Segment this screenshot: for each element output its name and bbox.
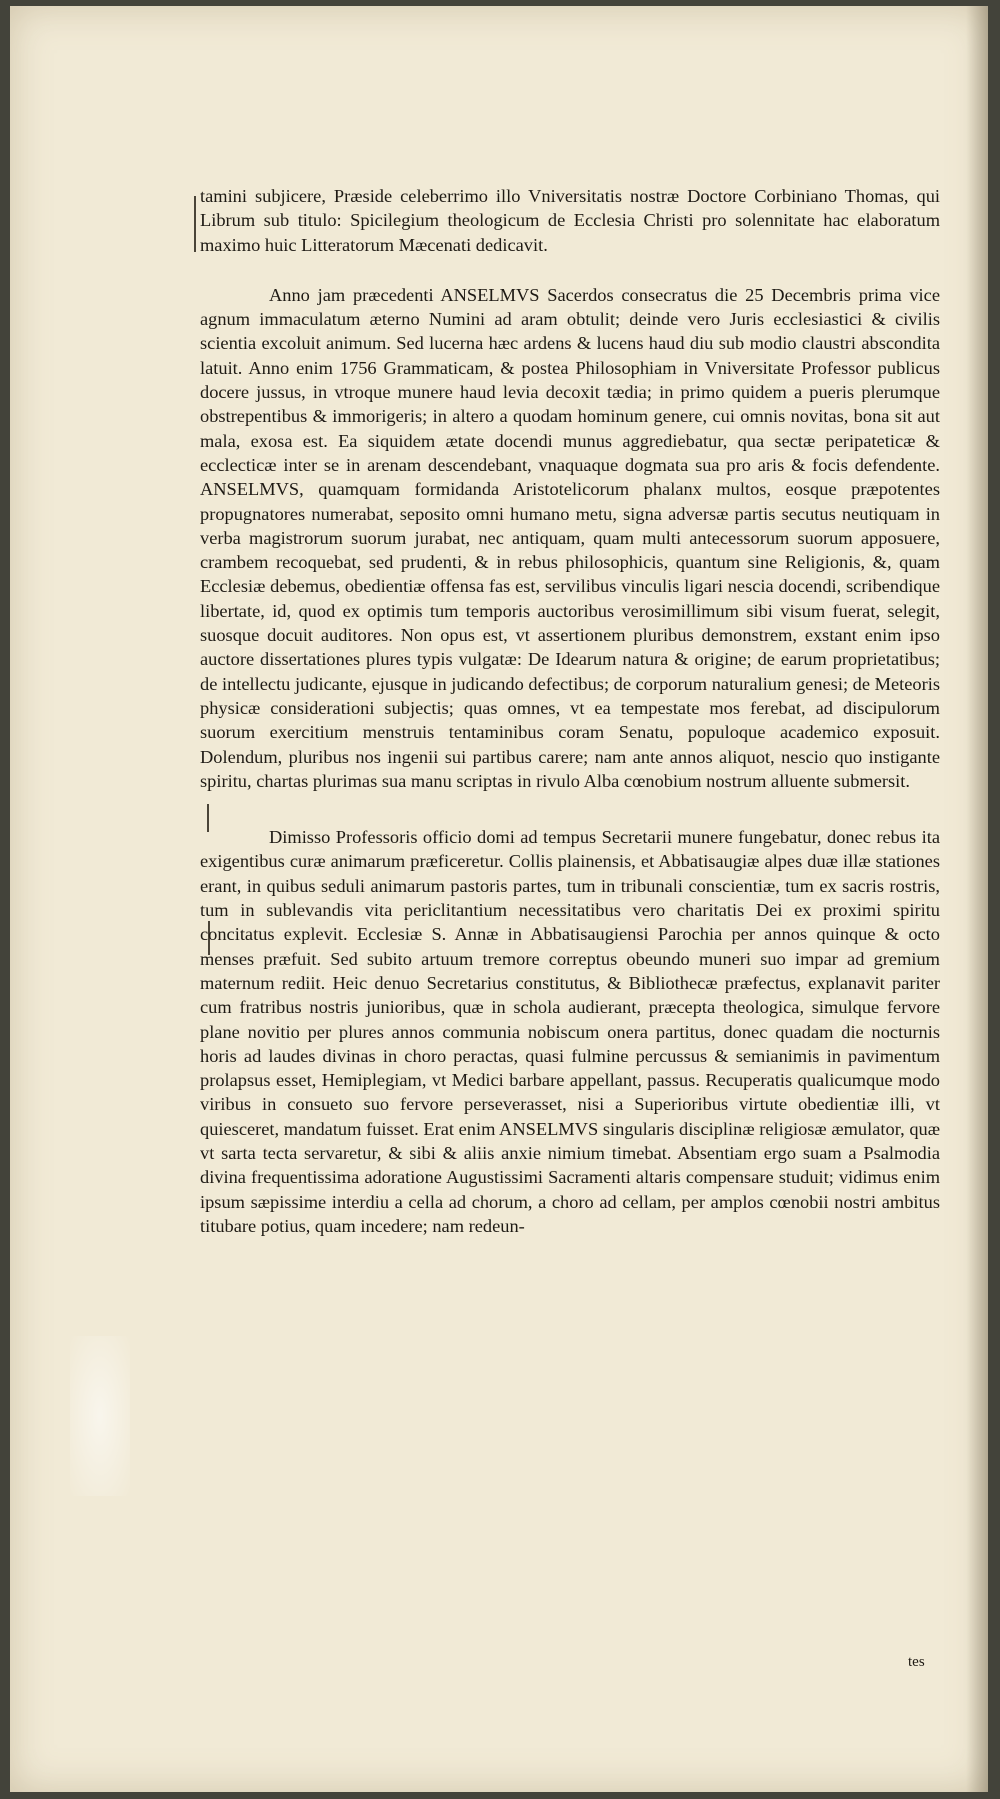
catchword: tes — [908, 1654, 925, 1670]
page-edge-shadow — [966, 6, 988, 1792]
paper-stain — [70, 1336, 130, 1496]
paragraph-anselmus-professor: Anno jam præcedenti ANSELMVS Sacerdos consecratus die 25 Decembris prima vice agnum immaculatum æterno Numini ad aram obtulit; deinde vero Juris ecclesiastici & civilis scientia excoluit animum. Sed lucerna hæc ardens & lucens haud diu sub modio claustri abscondita latuit. Anno enim 1756 Grammaticam, & postea Philosophiam in Vniversitate Professor publicus docere jussus, in vtroque munere haud levia decoxit tædia; in primo quidem a pueris plerumque obstrepentibus & immorigeris; in altero a quodam hominum genere, cui omnis novitas, bona sit aut mala, exosa est. Ea siquidem ætate docendi munus aggrediebatur, qua sectæ peripateticæ & ecclecticæ inter se in arenam descendebant, vnaquaque dogmata sua pro aris & focis defendente. ANSELMVS, quamquam formidanda Aristotelicorum phalanx multos, eosque præpotentes propugnatores numerabat, seposito omni humano metu, signa adversæ partis secutus neutiquam in verba magistrorum suorum jurabat, nec antiquam, quam multi antecessorum suorum apposuere, crambem recoquebat, sed prudenti, & in rebus philosophicis, quantum sine Religionis, &, quam Ecclesiæ debemus, obedientiæ offensa fas est, servilibus vinculis ligari nescia docendi, scribendique libertate, id, quod ex optimis tum temporis auctoribus verosimillimum sibi visum fuerat, selegit, suosque docuit auditores. Non opus est, vt assertionem pluribus demonstrem, exstant enim ipso auctore dissertationes plures typis vulgatæ: De Idearum natura & origine; de earum proprietatibus; de intellectu judicante, ejusque in judicando defectibus; de corporum naturalium genesi; de Meteoris physicæ considerationi subjectis; quas omnes, vt ea tempestate mos ferebat, ad discipulorum suorum exercitium menstruis tentaminibus coram Senatu, populoque academico exposuit. Dolendum, pluribus nos ingenii sui partibus carere; nam ante annos aliquot, nescio quo instigante spiritu, chartas plurimas sua manu scriptas in rivulo Alba cœnobium nostrum alluente submersit. — [200, 284, 940, 791]
paragraph-continuation: tamini subjicere, Præside celeberrimo illo Vniversitatis nostræ Doctore Corbiniano Thomas, qui Librum sub titulo: Spicilegium theologicum de Ecclesia Christi pro solennitate hac elaboratum maximo huic Litteratorum Mæcenati dedicavit. — [200, 186, 940, 255]
paragraph-anselmus-secretarius: Dimisso Professoris officio domi ad tempus Secretarii munere fungebatur, donec rebus ita exigentibus curæ animarum præficeretur. Collis plainensis, et Abbatisaugiæ alpes duæ illæ stationes erant, in quibus seduli animarum pastoris partes, tum in tribunali conscientiæ, tum ex sacris rostris, tum in sublevandis vita periclitantium necessitatibus vero charitatis Dei ex proximi spiritu concitatus explevit. Ecclesiæ S. Annæ in Abbatisaugiensi Parochia per annos quinque & octo menses præfuit. Sed subito artuum tremore correptus obeundo muneri suo impar ad gremium maternum rediit. Heic denuo Secretarius constitutus, & Bibliothecæ præfectus, explanavit pariter cum fratribus nostris junioribus, quæ in schola audierant, præcepta theologica, simulque fervore plane novitio per plures annos communia nobiscum onera partitus, donec quadam die nocturnis horis ad laudes divinas in choro peractas, quasi fulmine percussus & semianimis in pavimentum prolapsus esset, Hemiplegiam, vt Medici barbare appellant, passus. Recuperatis qualicumque modo viribus in consueto suo fervore perseverasset, nisi a Superioribus virtute obedientiæ illi, vt quiesceret, mandatum fuisset. Erat enim ANSELMVS singularis disciplinæ religiosæ æmulator, quæ vt sarta tecta servaretur, & sibi & aliis anxie nimium timebat. Absentiam ergo suam a Psalmodia divina frequentissima adoratione Augustissimi Sacramenti altaris compensare studuit; vidimus enim ipsum sæpissime interdiu a cella ad chorum, a choro ad cellam, per amplos cœnobii nostri ambitus titubare potius, quam incedere; nam redeun- — [200, 827, 940, 1236]
page-sheet — [10, 6, 988, 1792]
body-text — [200, 184, 940, 1238]
margin-mark — [194, 196, 196, 252]
